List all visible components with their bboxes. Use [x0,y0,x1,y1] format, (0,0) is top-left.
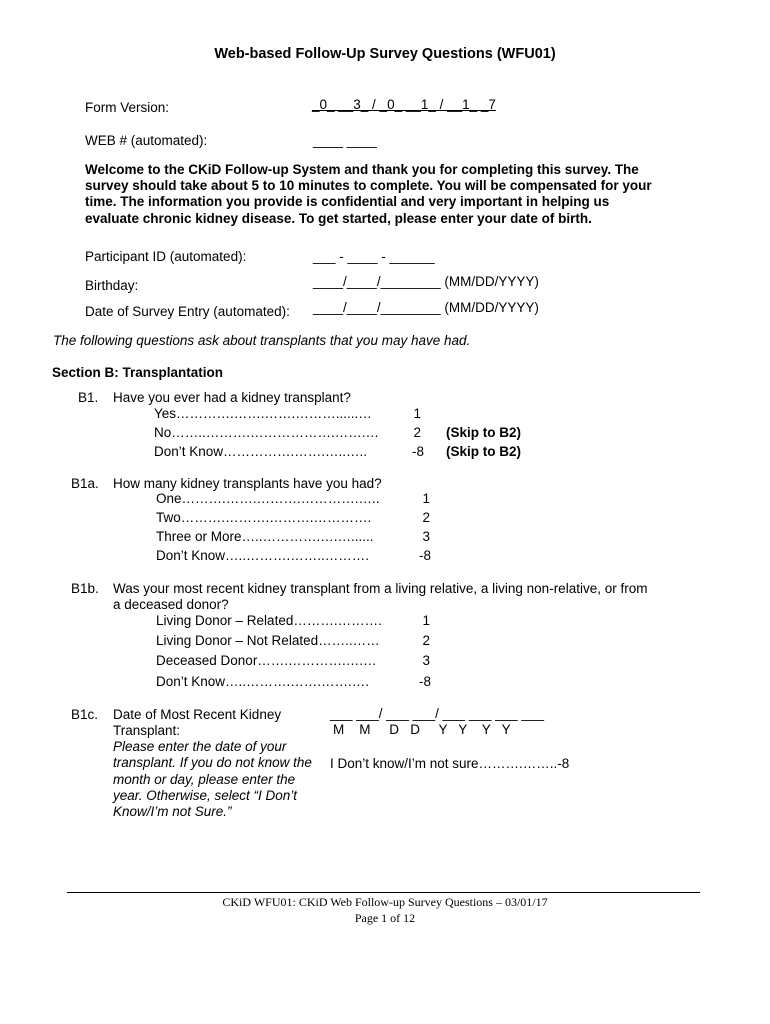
participant-id-label: Participant ID (automated): [85,249,247,264]
option-code: 1 [413,406,421,421]
question-text: Was your most recent kidney transplant from a living relative, a living non-relative, or from [113,581,648,596]
question-id: B1. [78,390,99,405]
option-label[interactable]: Don’t Know…………….…….…..….. [154,444,368,459]
option-label[interactable]: Two……….……….……….…………. [156,510,372,525]
birthday-label: Birthday: [85,278,139,293]
option-code: -8 [418,548,431,563]
option-code: -8 [411,444,424,459]
option-code: 2 [422,633,430,648]
question-id: B1c. [71,707,99,722]
question-id: B1a. [71,476,99,491]
instruction-text: Please enter the date of your transplant. If you do not know the month or day, please enter the year. Otherwise, select “I Don’t Know/I’m not Sure.” [113,739,312,820]
survey-entry-date-field[interactable]: ____/____/________ (MM/DD/YYYY) [313,300,539,315]
welcome-text: Welcome to the CKiD Follow-up System and thank you for completing this survey. The survey should take about 5 to 10 minutes to complete. You will be compensated for your time. The information you provide is confidential and very important in helping us evaluate chronic kidney disease. To get started, please enter your date of birth. [85,162,652,226]
option-code: -8 [418,674,431,689]
question-text: How many kidney transplants have you had? [113,476,382,491]
question-text: Date of Most Recent Kidney [113,707,282,722]
transplant-date-field[interactable]: ___ ___/ ___ ___/ ___ ___ ___ ___ [330,706,544,721]
option-code: 2 [422,510,430,525]
option-label[interactable]: Don’t Know…..……….…….…….…. [156,674,370,689]
form-version-label: Form Version: [85,100,170,115]
page-title: Web-based Follow-Up Survey Questions (WFU01) [214,46,556,62]
section-heading: Section B: Transplantation [52,365,224,380]
footer-divider [67,892,700,893]
web-number-field[interactable]: ____ ____ [313,133,377,148]
question-text: Transplant: [113,723,181,738]
question-text: a deceased donor? [113,597,229,612]
option-label[interactable]: Deceased Donor…….………….….… [156,653,377,668]
option-code: 3 [422,529,430,544]
intro-text: The following questions ask about transplants that you may have had. [53,333,471,348]
option-label[interactable]: No……..……….……………….…….… [154,425,380,440]
date-format-letters: M M D D Y Y Y Y [333,722,511,737]
option-label[interactable]: Yes………….…….…….………......… [154,406,372,421]
survey-entry-date-label: Date of Survey Entry (automated): [85,304,290,319]
skip-instruction: (Skip to B2) [446,425,522,440]
option-label[interactable]: Living Donor – Not Related……..…… [156,633,380,648]
option-label[interactable]: Don’t Know…..……….……..………. [156,548,370,563]
web-number-label: WEB # (automated): [85,133,208,148]
page-number: Page 1 of 12 [354,911,416,925]
question-id: B1b. [71,581,99,596]
form-version-value: _0_ __3_ / _0_ __1_ / __1_ _7 [312,97,496,112]
option-code: 3 [422,653,430,668]
skip-instruction: (Skip to B2) [446,444,522,459]
option-code: 1 [422,613,430,628]
birthday-field[interactable]: ____/____/________ (MM/DD/YYYY) [313,274,539,289]
question-text: Have you ever had a kidney transplant? [113,390,351,405]
option-label[interactable]: Three or More…..………….….…...... [156,529,374,544]
footer-text: CKiD WFU01: CKiD Web Follow-up Survey Questions – 03/01/17 [222,895,548,909]
option-code: 2 [413,425,421,440]
dont-know-option[interactable]: I Don’t know/I’m not sure……….……..-8 [330,756,570,771]
participant-id-field[interactable]: ___ - ____ - ______ [313,249,435,264]
option-label[interactable]: One……….…….……….………….….. [156,491,380,506]
option-label[interactable]: Living Donor – Related……….………. [156,613,382,628]
option-code: 1 [422,491,430,506]
